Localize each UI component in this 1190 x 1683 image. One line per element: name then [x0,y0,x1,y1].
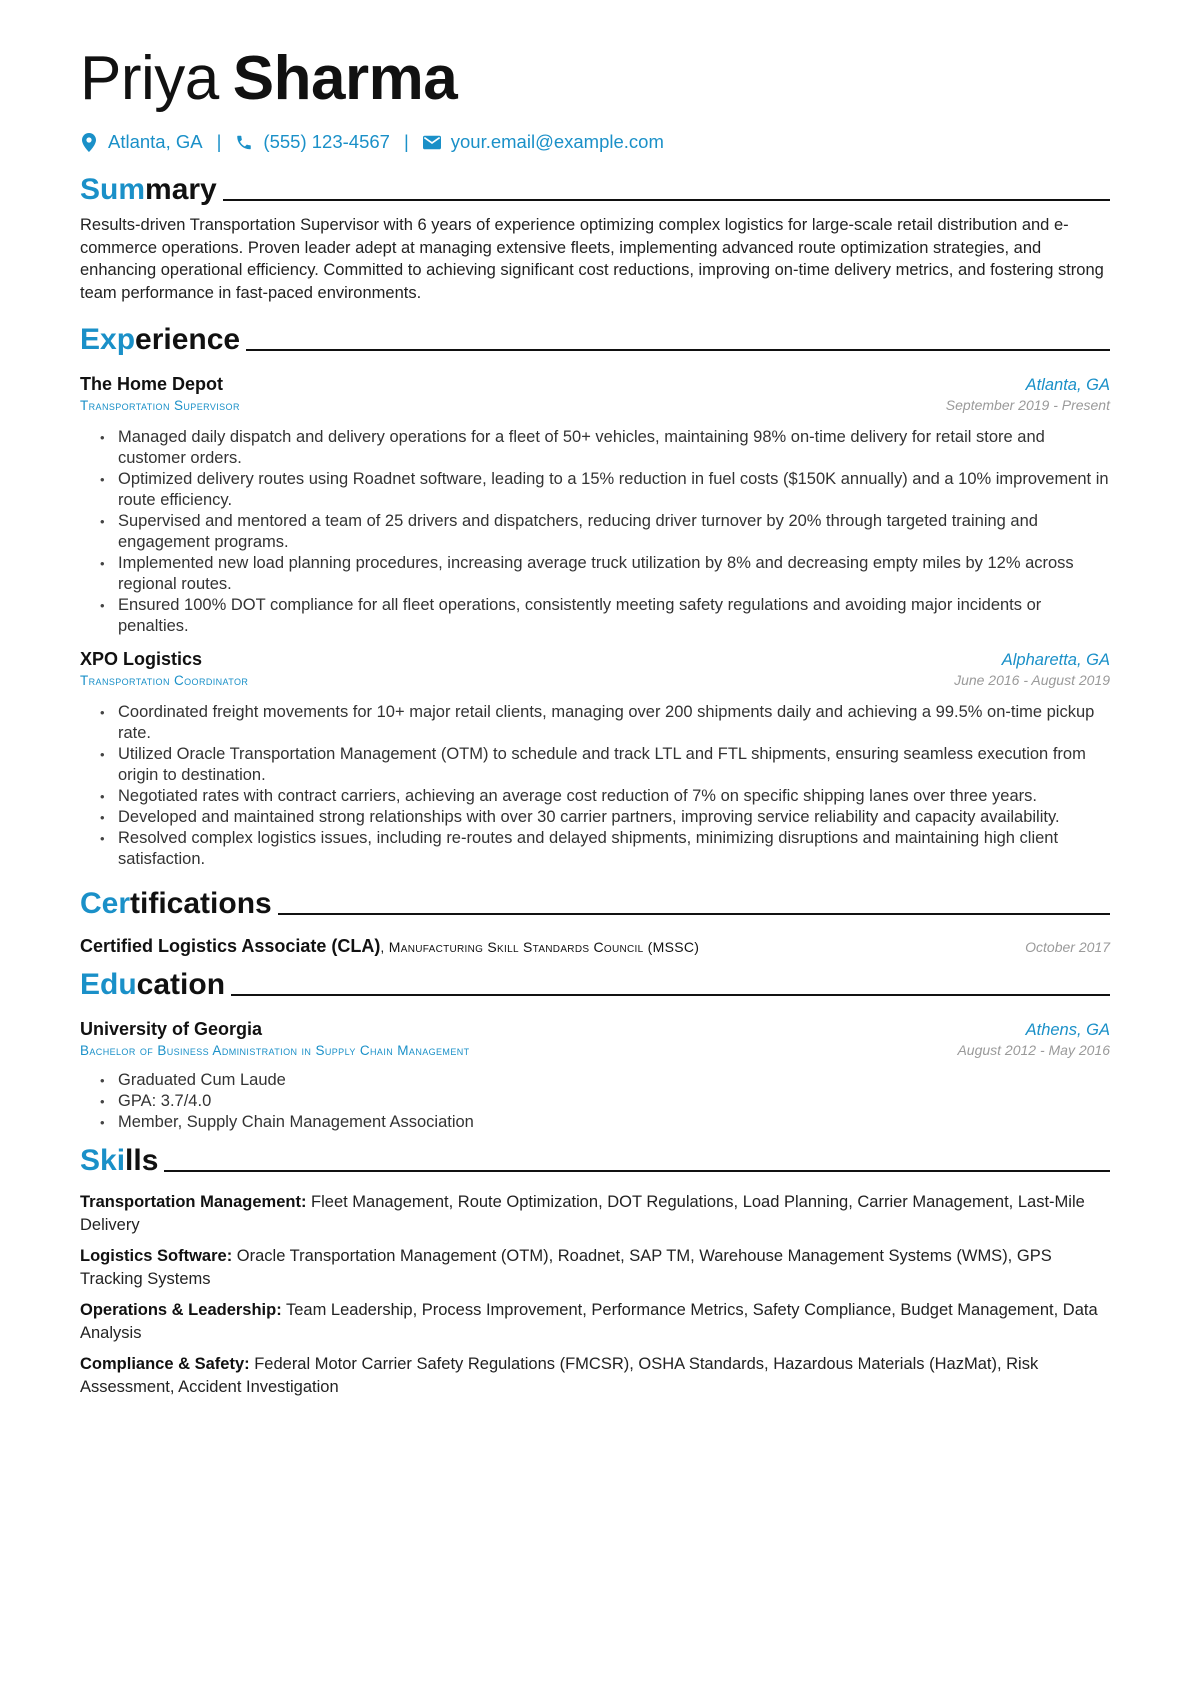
section-title: Experience [80,323,241,356]
company-name: The Home Depot [80,374,224,394]
contact-email[interactable] [423,131,664,153]
section-rule [231,994,1110,996]
job-entry [80,374,1110,637]
skill-category: Compliance & Safety: [80,1355,250,1373]
skills-heading [80,1139,1110,1179]
job-location: Alpharetta, GA [1001,651,1110,669]
contact-location [80,131,203,153]
certification-issuer: , Manufacturing Skill Standards Council (MSSC) [380,939,700,955]
job-bullets [80,427,1110,637]
list-item: • Optimized delivery routes using Roadnet software, leading to a 15% reduction in fuel costs ($150K annually) and a 10% improvement in route efficiency. [102,469,1110,511]
job-location: Atlanta, GA [1025,376,1110,394]
certification-date: October 2017 [1025,939,1110,955]
skill-items: Oracle Transportation Management (OTM), Roadnet, SAP TM, Warehouse Management Systems (WMS), GPS Tracking Systems [80,1247,1052,1288]
contact-separator: | [403,131,409,152]
list-item: • Managed daily dispatch and delivery operations for a fleet of 50+ vehicles, maintaining 98% on-time delivery for retail store and customer orders. [102,427,1110,469]
company-name: XPO Logistics [80,649,203,669]
section-title: Skills [80,1144,159,1177]
school-location: Athens, GA [1025,1021,1110,1039]
last-name: Sharma [232,44,458,113]
list-item: • Graduated Cum Laude [102,1070,1110,1091]
section-rule [278,913,1110,915]
section-title: Certifications [80,887,272,920]
envelope-icon [423,132,441,152]
skill-items: Fleet Management, Route Optimization, DOT Regulations, Load Planning, Carrier Management, Last-Mile Delivery [80,1193,1085,1234]
experience-heading [80,318,1110,358]
list-item: • Negotiated rates with contract carriers, achieving an average cost reduction of 7% on specific shipping lanes over three years. [102,786,1110,807]
phone-icon [235,132,253,152]
skill-items: Team Leadership, Process Improvement, Performance Metrics, Safety Compliance, Budget Management, Data Analysis [80,1301,1098,1342]
list-item: • Ensured 100% DOT compliance for all fleet operations, consistently meeting safety regulations and avoiding major incidents or penalties. [102,595,1110,637]
section-title: Summary [80,173,217,206]
contact-separator: | [216,131,222,152]
candidate-name [80,40,1110,118]
summary-heading [80,168,1110,208]
contact-bar [80,128,1110,156]
list-item: • Developed and maintained strong relationships with over 30 carrier partners, improving service reliability and capacity availability. [102,807,1110,828]
list-item: • Coordinated freight movements for 10+ major retail clients, managing over 200 shipments daily and achieving a 99.5% on-time pickup rate. [102,702,1110,744]
degree: Bachelor of Business Administration in Supply Chain Management [80,1043,470,1058]
job-title: Transportation Supervisor [80,398,240,413]
list-item: • Utilized Oracle Transportation Management (OTM) to schedule and track LTL and FTL shipments, ensuring seamless execution from origin to destination. [102,744,1110,786]
education-dates: August 2012 - May 2016 [957,1042,1110,1058]
school-name: University of Georgia [80,1019,263,1039]
education-heading [80,963,1110,1003]
skill-group [80,1245,1110,1290]
section-rule [246,349,1110,351]
email-text: your.email@example.com [450,131,664,152]
certification-name: Certified Logistics Associate (CLA) [80,936,381,956]
summary-text: Results-driven Transportation Supervisor with 6 years of experience optimizing complex logistics for large-scale retail distribution and e-commerce operations. Proven leader adept at managing extensive fleets, implementing advanced route optimization strategies, and enhancing operational efficiency. Committed to achieving significant cost reductions, improving on-time delivery metrics, and fostering strong team performance in fast-paced environments. [80,216,1104,302]
skill-items: Federal Motor Carrier Safety Regulations (FMCSR), OSHA Standards, Hazardous Materials (HazMat), Risk Assessment, Accident Investigation [80,1355,1039,1396]
certification-entry [80,936,1110,957]
phone-text: (555) 123-4567 [263,131,390,152]
job-dates: June 2016 - August 2019 [954,672,1110,688]
education-entry [80,1019,1110,1133]
job-bullets [80,702,1110,870]
section-title: Education [80,968,226,1001]
skill-category: Operations & Leadership: [80,1301,282,1319]
certifications-heading [80,882,1110,922]
contact-phone[interactable] [235,131,390,153]
first-name: Priya [80,44,219,113]
skill-group [80,1299,1110,1344]
skill-category: Transportation Management: [80,1193,307,1211]
skill-group [80,1353,1110,1398]
map-pin-icon [80,132,98,152]
job-title: Transportation Coordinator [80,673,249,688]
education-bullets [80,1070,1110,1133]
section-rule [164,1170,1110,1172]
list-item: • Member, Supply Chain Management Association [102,1112,1110,1133]
list-item: • Implemented new load planning procedures, increasing average truck utilization by 8% and decreasing empty miles by 12% across regional routes. [102,553,1110,595]
location-text: Atlanta, GA [108,131,203,152]
skill-category: Logistics Software: [80,1247,233,1265]
list-item: • GPA: 3.7/4.0 [102,1091,1110,1112]
skill-group [80,1191,1110,1236]
list-item: • Supervised and mentored a team of 25 drivers and dispatchers, reducing driver turnover by 20% through targeted training and engagement programs. [102,511,1110,553]
list-item: • Resolved complex logistics issues, including re-routes and delayed shipments, minimizing disruptions and maintaining high client satisfaction. [102,828,1110,870]
job-dates: September 2019 - Present [945,397,1110,413]
section-rule [223,199,1110,201]
job-entry [80,649,1110,870]
